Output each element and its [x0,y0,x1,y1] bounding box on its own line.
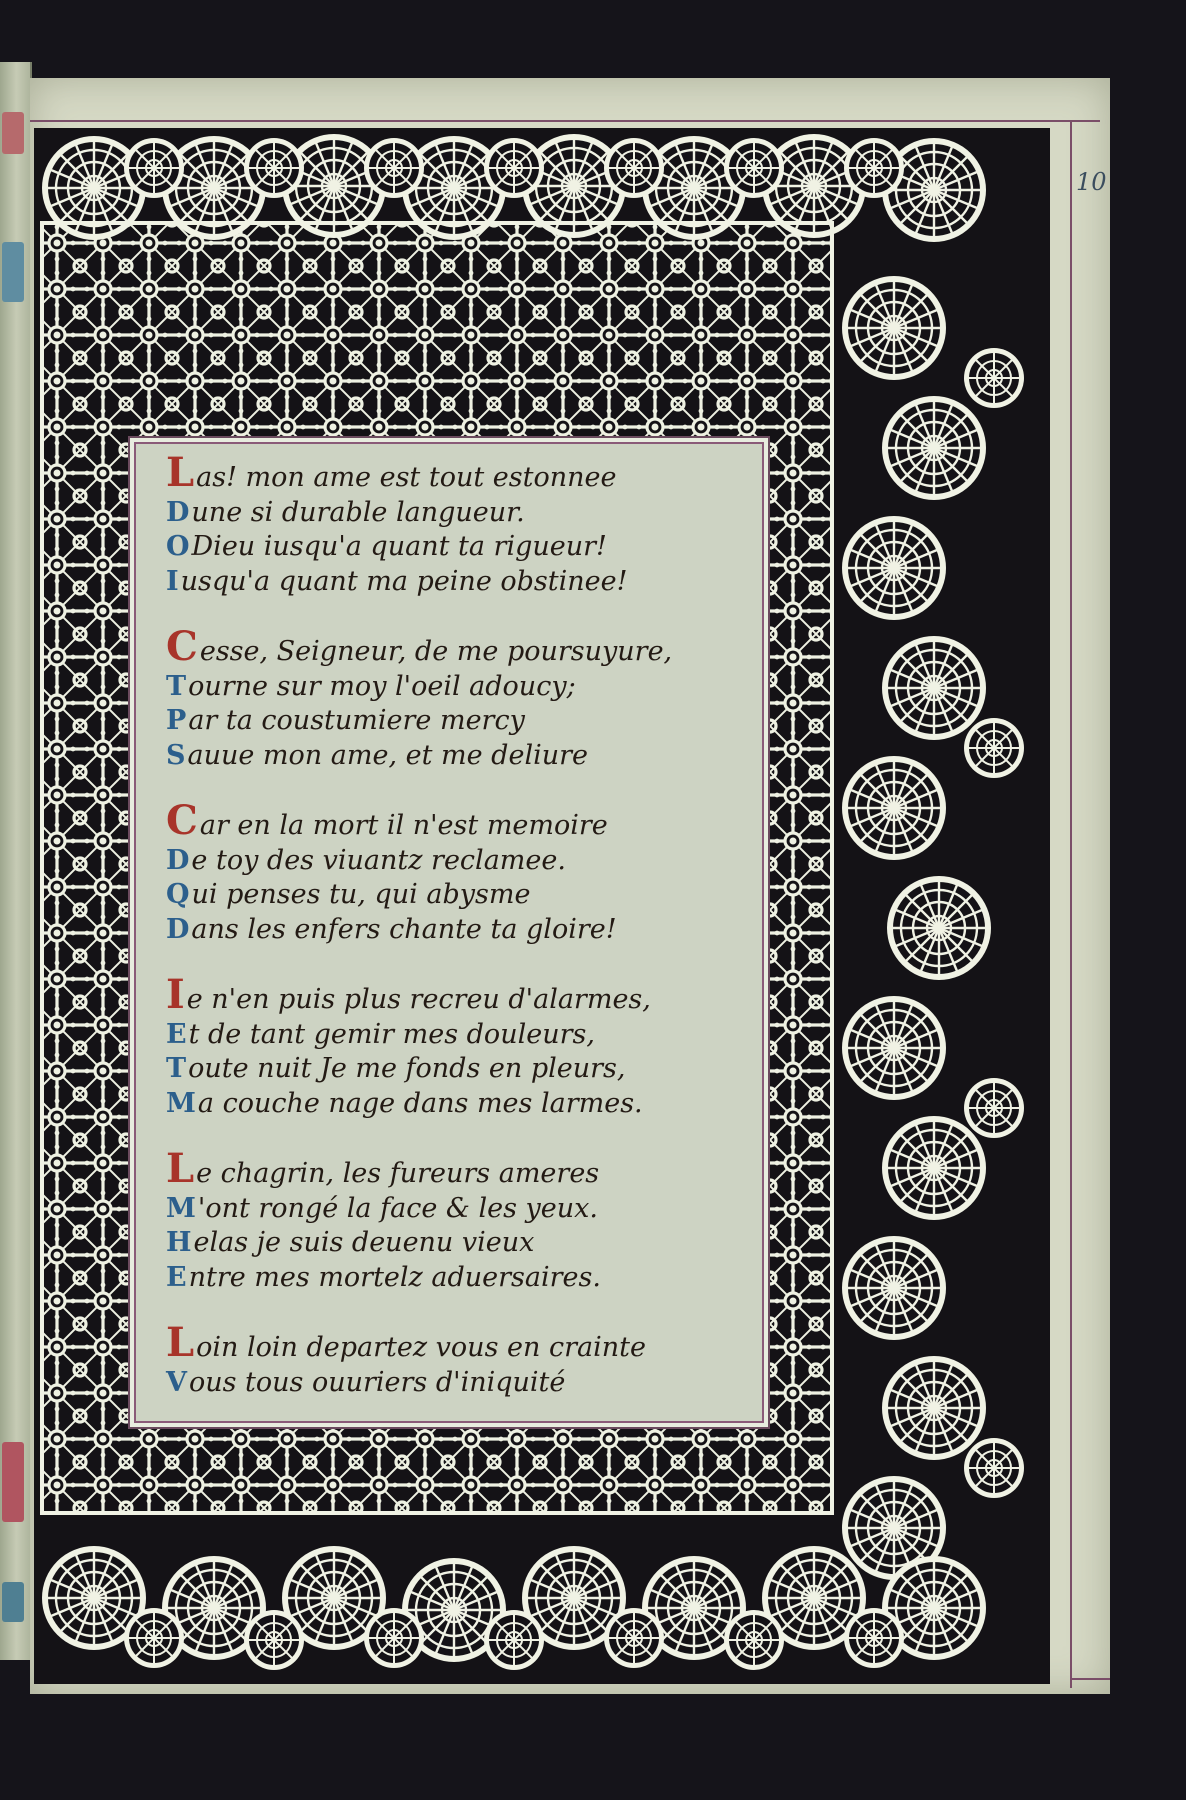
verse-line [166,1192,601,1227]
previous-page-illumination [2,112,24,154]
initial-letter: C [166,623,198,670]
stanza-4 [166,971,651,1121]
verse-text: ar ta coustumiere mercy [188,705,525,736]
verse-text: ans les enfers chante ta gloire! [191,913,617,945]
verse-line [166,704,672,739]
verse-text: elas je suis deuenu vieux [193,1227,535,1258]
bottom-ruling [1070,1678,1110,1680]
initial-letter: I [166,565,179,597]
verse-line [166,1145,601,1192]
verse-line [166,496,627,531]
verse-text: e toy des viuantz reclamee. [191,844,566,876]
verse-text: e chagrin, les fureurs ameres [196,1158,600,1189]
initial-letter: L [166,1319,195,1366]
verse-line [166,565,627,600]
verse-line [166,913,617,948]
verse-line [166,1366,646,1401]
verse-line [166,1018,651,1053]
verse-text: une si durable languеur. [191,496,525,528]
verse-line [166,530,627,565]
right-ruling [1070,120,1072,1688]
initial-letter: L [166,1145,195,1192]
initial-letter: I [166,971,185,1018]
verse-text: auue mon ame, et me deliure [187,739,588,771]
previous-page-illumination [2,242,24,302]
verse-line [166,623,673,670]
verse-text: ous tous ouuriers d'iniquité [188,1366,566,1398]
verse-line [166,1052,651,1087]
verse-text: esse, Seigneur, de me poursuyure, [199,636,673,667]
initial-letter: H [166,1227,192,1258]
initial-letter: M [166,1087,196,1119]
initial-letter: D [166,913,190,945]
verse-text: ar en la mort il n'est memoire [199,810,608,841]
manuscript-leaf [30,78,1110,1694]
initial-letter: T [166,670,187,702]
verse-text: Dieu iusqu'a quant ta rigueur! [191,531,607,562]
initial-letter: C [166,797,198,844]
initial-letter: S [166,739,186,771]
stanza-2 [166,623,673,773]
stanza-1 [166,449,628,599]
verse-line [166,971,651,1018]
verse-line [166,1087,651,1122]
verse-text: oin loin departez vous en crainte [196,1332,646,1363]
initial-letter: E [166,1261,187,1293]
verse-line [166,1261,601,1296]
verse-line [166,878,617,913]
initial-letter: T [166,1053,187,1084]
initial-letter: E [166,1018,187,1050]
text-panel [134,442,764,1423]
verse-text: 'ont rongé la face & les yeux. [197,1192,598,1224]
previous-page-illumination [2,1582,24,1622]
verse-text: ntre mes mortelz aduersaires. [188,1261,601,1293]
verse-text: usqu'a quant ma peine obstinee! [180,565,628,597]
verse-text: as! mon ame est tout estonnee [196,462,617,493]
stanza-5 [166,1145,601,1295]
initial-letter: D [166,496,190,528]
verse-line [166,449,627,496]
top-ruling [30,120,1100,122]
initial-letter: V [166,1366,187,1398]
verse-text: e n'en puis plus recreu d'alarmes, [186,984,651,1015]
folio-number: 10 [1076,168,1107,196]
previous-page-illumination [2,1442,24,1522]
previous-page-edge [0,62,32,1660]
initial-letter: D [166,844,190,876]
verse-line [166,797,617,844]
verse-line [166,670,672,705]
initial-letter: M [166,1192,196,1224]
stanza-6 [166,1319,646,1400]
verse-line [166,1319,646,1366]
verse-text: t de tant gemir mes douleurs, [188,1018,595,1050]
initial-letter: Q [166,879,190,910]
verse-text: ourne sur moy l'oeil adoucy; [188,670,576,702]
initial-letter: O [166,531,190,562]
initial-letter: L [166,449,195,496]
verse-line [166,1226,601,1261]
verse-line [166,844,617,879]
verse-text: a couche nage dans mes larmes. [197,1087,643,1119]
initial-letter: P [166,705,187,736]
verse-text: oute nuit Je me fonds en pleurs, [188,1053,626,1084]
stanza-3 [166,797,617,947]
verse-line [166,739,672,774]
verse-text: ui penses tu, qui abysme [191,879,531,910]
